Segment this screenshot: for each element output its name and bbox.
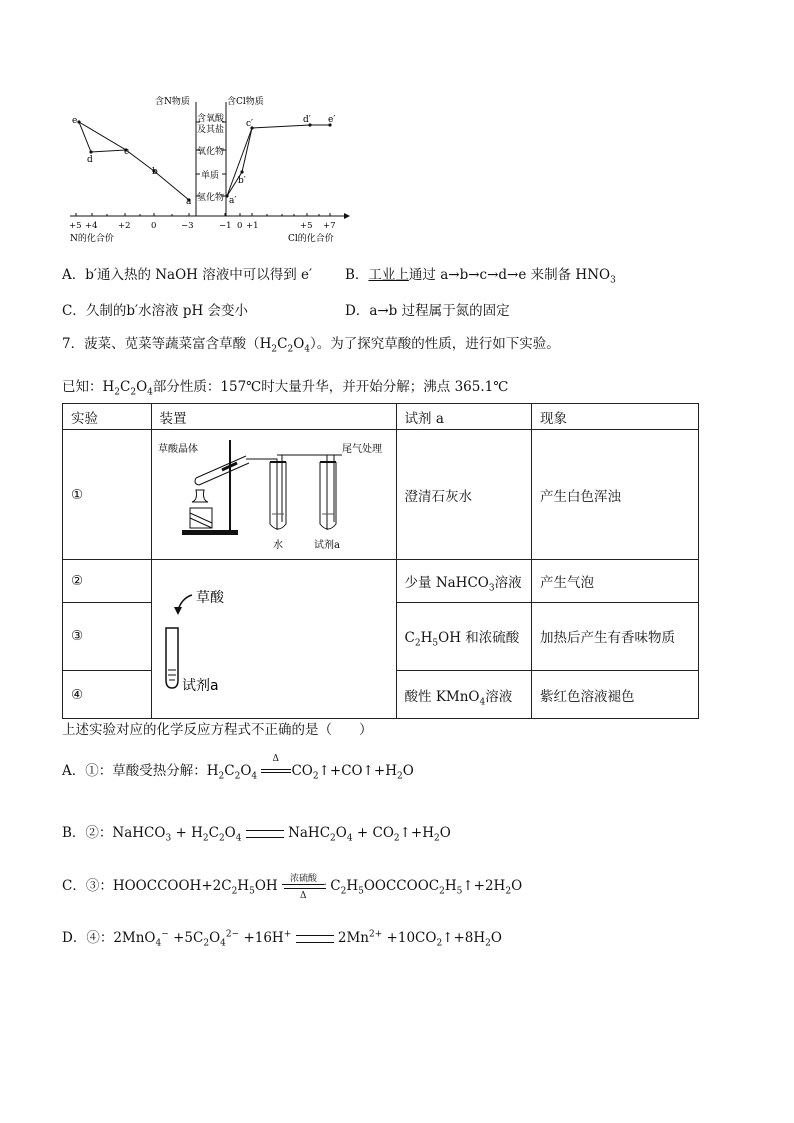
answer-d[interactable]: D．④：$2MnO_4^- +5C_2O_4^{2-} +16H^+$ $2Mn^{2+}$ $+10CO_2↑+8H_2O$: [62, 929, 502, 949]
water-label: 水: [272, 540, 283, 551]
option-d[interactable]: D．a→b 过程属于氮的固定: [345, 303, 510, 319]
header-cell: 装置: [151, 404, 396, 430]
point-label: e: [72, 116, 78, 126]
experiment-id: ②: [63, 560, 152, 603]
option-b[interactable]: B．工业上通过 a→b→c→d→e 来制备 $HNO_3$: [345, 267, 616, 286]
table-header-row: [63, 404, 699, 430]
cl-tick: +7: [323, 221, 336, 231]
reagent-cell: 澄清石灰水: [396, 430, 532, 560]
n-axis-label: N的化合价: [70, 234, 114, 244]
experiment-id: ①: [63, 430, 152, 560]
reagent-cell: 酸性 KMnO$_4$溶液: [396, 671, 532, 719]
question-7-prompt: 上述实验对应的化学反应方程式不正确的是（ ）: [62, 722, 373, 738]
n-tick: 0: [151, 221, 157, 231]
option-a[interactable]: A．b′通入热的 NaOH 溶液中可以得到 e′: [62, 267, 313, 283]
test-tube-figure: [152, 560, 396, 714]
point-label: d′: [303, 115, 311, 125]
phenomenon-cell: 产生气泡: [532, 560, 699, 603]
point-label: b: [152, 167, 158, 177]
point-label: a′: [229, 196, 237, 206]
category-label: 氢化物: [197, 193, 225, 203]
table-row: [63, 430, 699, 560]
reagent-label: 试剂a: [181, 678, 219, 694]
reagent-cell: $C_2H_5OH$ 和浓硫酸: [396, 602, 532, 670]
category-label: 含氧酸: [197, 114, 225, 124]
point-label: b′: [238, 176, 246, 186]
oxalic-acid-label: 草酸: [195, 590, 224, 606]
crystal-label: 草酸晶体: [157, 444, 198, 455]
n-tick: +2: [118, 221, 131, 231]
answer-b[interactable]: B．②：NaHCO$_3$ + $H_2C_2O_4$ $NaHC_2O_4$ + $CO_2↑+H_2O$: [62, 825, 451, 844]
experiment-id: ③: [63, 602, 152, 670]
heating-apparatus-figure: [152, 430, 396, 555]
phenomenon-cell: 产生白色浑浊: [532, 430, 699, 560]
answer-c[interactable]: C．③：$HOOCCOOH+2C_2H_5OH$ 浓硫酸 ⇀ Δ $C_2H_5OOCCOOC_2H_5↑+2H_2O$: [62, 873, 523, 901]
answer-a[interactable]: A．①：草酸受热分解：$H_2C_2O_4$ Δ $CO_2↑+CO↑+H_2O$: [62, 753, 414, 782]
experiment-table: [62, 403, 699, 719]
header-cell: 试剂 a: [396, 404, 532, 430]
cl-tick: +1: [246, 221, 259, 231]
point-label: c′: [246, 119, 254, 129]
reagent-label: 试剂a: [313, 540, 340, 551]
header-cell: 现象: [532, 404, 699, 430]
category-label: 及其盐: [197, 125, 225, 135]
phenomenon-cell: 紫红色溶液褪色: [532, 671, 699, 719]
cl-tick: −1: [219, 221, 232, 231]
question-7-stem: 7．菠菜、苋菜等蔬菜富含草酸$(H_2C_2O_4)$。为了探究草酸的性质，进行如下实验。: [62, 336, 560, 355]
cl-tick: +5: [300, 221, 313, 231]
tail-gas-label: 尾气处理: [341, 444, 382, 455]
known-info: 已知：$H_2C_2O_4$部分性质：157℃时大量升华，并开始分解；沸点 365.1℃: [62, 379, 509, 398]
apparatus-1-cell: [151, 430, 396, 560]
n-tick: +5: [69, 221, 82, 231]
header-cell: 实验: [63, 404, 152, 430]
cl-axis-label: Cl的化合价: [288, 234, 334, 244]
point-label: d: [87, 155, 93, 165]
valence-category-diagram: [62, 92, 352, 252]
point-label: c: [124, 147, 130, 157]
option-c[interactable]: C．久制的b′水溶液 pH 会变小: [62, 303, 249, 319]
phenomenon-cell: 加热后产生有香味物质: [532, 602, 699, 670]
point-label: e′: [328, 115, 336, 125]
table-row: [63, 560, 699, 603]
n-tick: +4: [85, 221, 98, 231]
n-tick: −3: [181, 221, 194, 231]
reagent-cell: 少量 NaHCO$_3$溶液: [396, 560, 532, 603]
experiment-id: ④: [63, 671, 152, 719]
apparatus-2-cell: [151, 560, 396, 719]
point-label: a: [186, 197, 192, 207]
cl-axis-title: 含Cl物质: [227, 97, 264, 107]
n-axis-title: 含N物质: [155, 97, 190, 107]
category-label: 氧化物: [197, 147, 225, 157]
cl-tick: 0: [237, 221, 243, 231]
category-label: 单质: [201, 171, 220, 181]
